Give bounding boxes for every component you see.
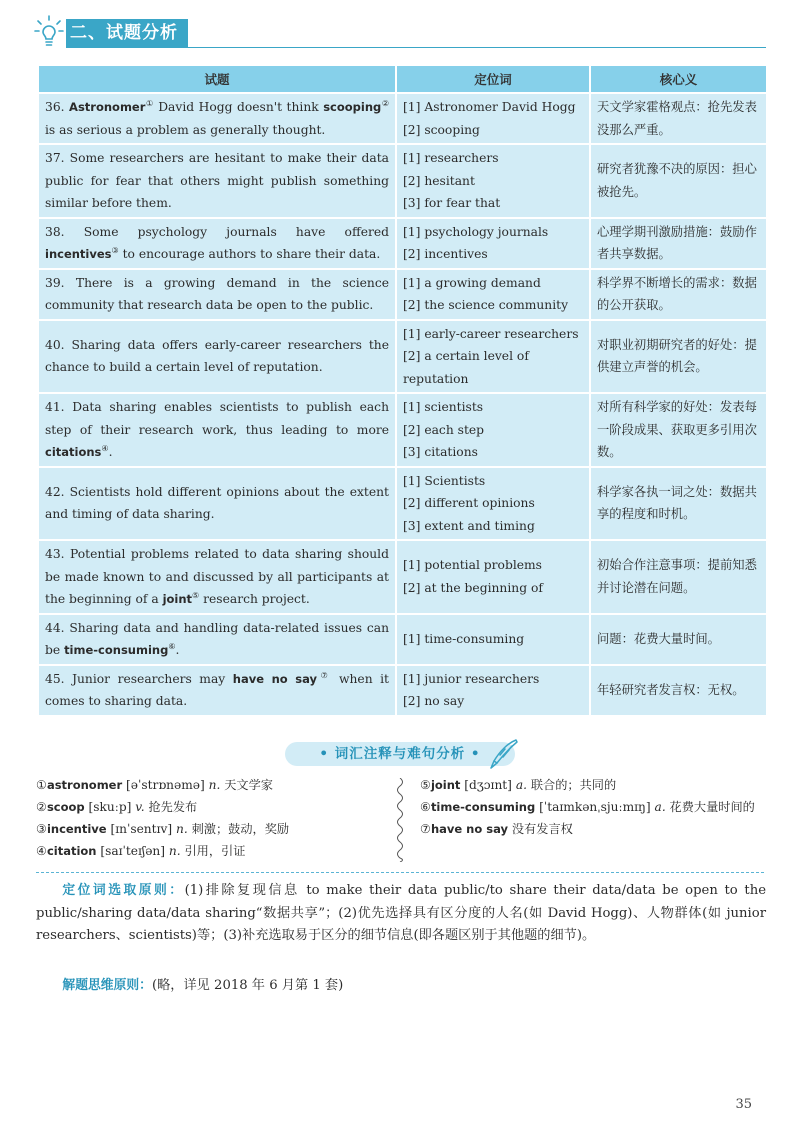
question-number: 43. (45, 547, 65, 561)
question-text: Scientists hold different opinions about the extent and timing of data sharing. (45, 484, 389, 522)
keyword-principle-text: (1)排除复现信息 to make their data public/to share their data/data be open to the public/sharing data/data sharing“数据共享”；(2)优先选择具有区分度的人名(如 David Hogg)、人物群体(如 junior researchers、scientists)等；(3)补充选取易于区分的细节信息(即各题区别于其他题的细节)。 (36, 883, 767, 943)
keyword-item: [2] no say (403, 694, 465, 708)
table-row (39, 270, 766, 319)
page-number: 35 (735, 1097, 752, 1112)
vocab-number: ③ (36, 822, 47, 836)
vocab-part-of-speech: v. (135, 800, 145, 814)
table-row (39, 666, 766, 715)
header-question: 试题 (39, 66, 395, 92)
vocab-pronunciation: [ɪnˈsentɪv] (106, 822, 176, 836)
question-text: is as serious a problem as generally thought. (45, 122, 326, 137)
vocab-part-of-speech: a. (654, 800, 666, 814)
header-keywords: 定位词 (397, 66, 589, 92)
keyword-item: [2] incentives (403, 247, 488, 261)
vocab-list-left (36, 774, 396, 862)
vocab-word: citation (46, 844, 97, 858)
vocab-pronunciation: [skuːp] (84, 800, 136, 814)
question-text: David Hogg doesn't think (153, 100, 324, 114)
vocab-entry (420, 796, 780, 818)
vocab-number: ⑦ (420, 822, 431, 836)
vocab-term: Astronomer (69, 100, 146, 114)
table-row (39, 468, 766, 540)
vocab-number: ① (36, 778, 47, 792)
question-text: Potential problems related to data sharing should be made known to and discussed by all participants at the beginning of a (45, 547, 389, 606)
question-number: 45. (45, 671, 65, 686)
vocab-meaning: 引用，引证 (180, 844, 246, 858)
keyword-item: [2] scooping (403, 122, 480, 137)
question-text: Data sharing enables scientists to publish each step of their research work, thus leading to more (45, 400, 389, 437)
keywords-cell (397, 615, 589, 664)
solving-principle-paragraph (36, 975, 766, 998)
vocab-section-title: • 词汇注释与难句分析 • (285, 742, 515, 766)
question-cell (39, 666, 395, 715)
solving-principle-label: 解题思维原则： (62, 978, 152, 993)
vocab-pronunciation: [ˈtaɪmkənˌsjuːmɪŋ] (535, 800, 655, 814)
keyword-item: [1] scientists (403, 400, 484, 414)
vocab-number: ④ (36, 844, 47, 858)
keywords-cell (397, 145, 589, 217)
vocab-entry (36, 818, 396, 840)
vocab-pronunciation: [əˈstrɒnəmə] (122, 778, 209, 792)
table-row (39, 145, 766, 217)
question-text: Sharing data offers early-career researchers the chance to build a certain level of reputation. (45, 337, 389, 375)
analysis-table (37, 64, 768, 717)
question-number: 38. (45, 224, 65, 239)
question-number: 41. (45, 400, 65, 414)
vocab-list-right (420, 774, 780, 840)
footnote-marker: ⑤ (192, 591, 200, 600)
vocab-entry (36, 774, 396, 796)
question-cell (39, 541, 395, 613)
vocab-meaning: 没有发言权 (511, 822, 573, 836)
keywords-cell (397, 541, 589, 613)
vocab-word: incentive (46, 822, 107, 836)
question-number: 39. (45, 275, 65, 290)
header-core-meaning: 核心义 (591, 66, 766, 92)
keyword-item: [1] early-career researchers (403, 326, 579, 341)
vocab-meaning: 联合的；共同的 (526, 778, 617, 792)
vocab-meaning: 花费大量时间的 (665, 800, 755, 814)
question-cell (39, 321, 395, 393)
question-text: . (175, 643, 180, 657)
keyword-item: [1] Astronomer David Hogg (403, 100, 576, 114)
keyword-item: [2] different opinions (403, 496, 535, 510)
vocab-entry (420, 774, 780, 796)
keyword-item: [1] a growing demand (403, 275, 541, 290)
vocab-meaning: 刺激；鼓动，奖励 (187, 822, 290, 836)
question-cell (39, 468, 395, 540)
keyword-item: [2] at the beginning of (403, 580, 543, 595)
footnote-marker: ② (381, 99, 389, 108)
keyword-item: [3] for fear that (403, 196, 501, 210)
keyword-item: [1] researchers (403, 151, 499, 165)
keyword-item: [1] potential problems (403, 558, 542, 573)
vocab-part-of-speech: a. (515, 778, 527, 792)
vocab-term: citations (45, 445, 102, 459)
table-row (39, 615, 766, 664)
question-number: 40. (45, 337, 65, 352)
keyword-item: [2] hesitant (403, 173, 475, 188)
keyword-item: reputation (403, 371, 469, 386)
question-text: Some researchers are hesitant to make their data public for fear that others might publish something similar before them. (45, 151, 389, 210)
keyword-item: [1] time-consuming (403, 631, 525, 646)
solving-principle-text: (略，详见 2018 年 6 月第 1 套) (151, 978, 344, 993)
keyword-item: [3] extent and timing (403, 518, 535, 533)
vocab-entry (420, 818, 780, 840)
pen-icon (486, 737, 520, 771)
keyword-item: [1] junior researchers (403, 671, 540, 686)
keywords-cell (397, 321, 589, 393)
core-meaning-cell: 科学界不断增长的需求：数据的公开获取。 (591, 270, 766, 319)
keyword-item: [1] Scientists (403, 473, 486, 488)
vocab-term: incentives (45, 247, 112, 261)
footnote-marker: ⑦ (317, 670, 332, 680)
vocab-entry (36, 840, 396, 862)
core-meaning-cell: 对职业初期研究者的好处：提供建立声誉的机会。 (591, 321, 766, 393)
table-row (39, 394, 766, 466)
table-header-row (39, 66, 766, 92)
core-meaning-cell: 问题：花费大量时间。 (591, 615, 766, 664)
question-cell (39, 615, 395, 664)
vocab-term: joint (162, 592, 193, 606)
vocab-word: joint (430, 778, 461, 792)
header-rule (66, 47, 766, 48)
vocab-part-of-speech: n. (208, 778, 221, 792)
table-row (39, 94, 766, 143)
table-row (39, 541, 766, 613)
question-text: Sharing data and handling data-related issues can be (45, 620, 389, 657)
vocab-term: have no say (232, 671, 318, 686)
question-text: Junior researchers may (64, 671, 233, 686)
vocab-part-of-speech: n. (168, 844, 181, 858)
vocab-term: time-consuming (64, 643, 169, 657)
lightbulb-icon (34, 14, 64, 50)
question-number: 42. (45, 484, 65, 499)
vocab-number: ⑤ (420, 778, 431, 792)
footnote-marker: ① (145, 99, 154, 108)
vocab-word: time-consuming (430, 800, 536, 814)
table-row (39, 321, 766, 393)
vocab-pronunciation: [dʒɔɪnt] (460, 778, 516, 792)
question-number: 44. (45, 620, 65, 635)
vocab-term: scooping (323, 100, 382, 114)
question-cell (39, 145, 395, 217)
keyword-item: [3] citations (403, 445, 478, 459)
vocab-word: scoop (46, 800, 85, 814)
footnote-marker: ③ (111, 246, 119, 255)
keyword-item: [2] the science community (403, 298, 569, 312)
vocab-entry (36, 796, 396, 818)
question-text: There is a growing demand in the science community that research data be open to the public. (45, 275, 389, 312)
question-text: Some psychology journals have offered (64, 224, 389, 239)
core-meaning-cell: 天文学家霍格观点：抢先发表没那么严重。 (591, 94, 766, 143)
footnote-marker: ⑥ (168, 642, 176, 651)
keywords-cell (397, 219, 589, 268)
question-number: 36. (45, 100, 65, 114)
keyword-item: [2] each step (403, 422, 485, 437)
section-header (34, 14, 766, 52)
keyword-item: [1] psychology journals (403, 224, 549, 239)
keyword-item: [2] a certain level of (403, 349, 529, 363)
question-text: when it comes to sharing data. (45, 671, 389, 708)
vocab-pronunciation: [saɪˈteɪʃən] (96, 844, 169, 858)
vocab-word: have no say (430, 822, 509, 836)
question-text: research project. (199, 592, 310, 606)
keyword-principle-paragraph (36, 880, 766, 948)
core-meaning-cell: 对所有科学家的好处：发表每一阶段成果、获取更多引用次数。 (591, 394, 766, 466)
core-meaning-cell: 初始合作注意事项：提前知悉并讨论潜在问题。 (591, 541, 766, 613)
section-title: 二、试题分析 (66, 19, 188, 47)
footnote-marker: ④ (101, 444, 109, 453)
dashed-divider (36, 872, 764, 873)
table-row (39, 219, 766, 268)
vocab-meaning: 抢先发布 (144, 800, 198, 814)
keyword-principle-label: 定位词选取原则： (62, 883, 185, 898)
question-cell (39, 94, 395, 143)
question-cell (39, 394, 395, 466)
core-meaning-cell: 心理学期刊激励措施：鼓励作者共享数据。 (591, 219, 766, 268)
keywords-cell (397, 468, 589, 540)
question-number: 37. (45, 151, 65, 165)
question-cell (39, 219, 395, 268)
vocab-word: astronomer (46, 778, 123, 792)
question-text: . (108, 445, 113, 459)
keywords-cell (397, 94, 589, 143)
core-meaning-cell: 研究者犹豫不决的原因：担心被抢先。 (591, 145, 766, 217)
keywords-cell (397, 666, 589, 715)
vocab-number: ② (36, 800, 47, 814)
question-cell (39, 270, 395, 319)
divider-squiggle (394, 778, 406, 862)
keywords-cell (397, 270, 589, 319)
keywords-cell (397, 394, 589, 466)
vocab-part-of-speech: n. (175, 822, 188, 836)
vocab-meaning: 天文学家 (220, 778, 273, 792)
core-meaning-cell: 年轻研究者发言权：无权。 (591, 666, 766, 715)
vocab-number: ⑥ (420, 800, 431, 814)
core-meaning-cell: 科学家各执一词之处：数据共享的程度和时机。 (591, 468, 766, 540)
question-text: to encourage authors to share their data. (118, 247, 381, 261)
